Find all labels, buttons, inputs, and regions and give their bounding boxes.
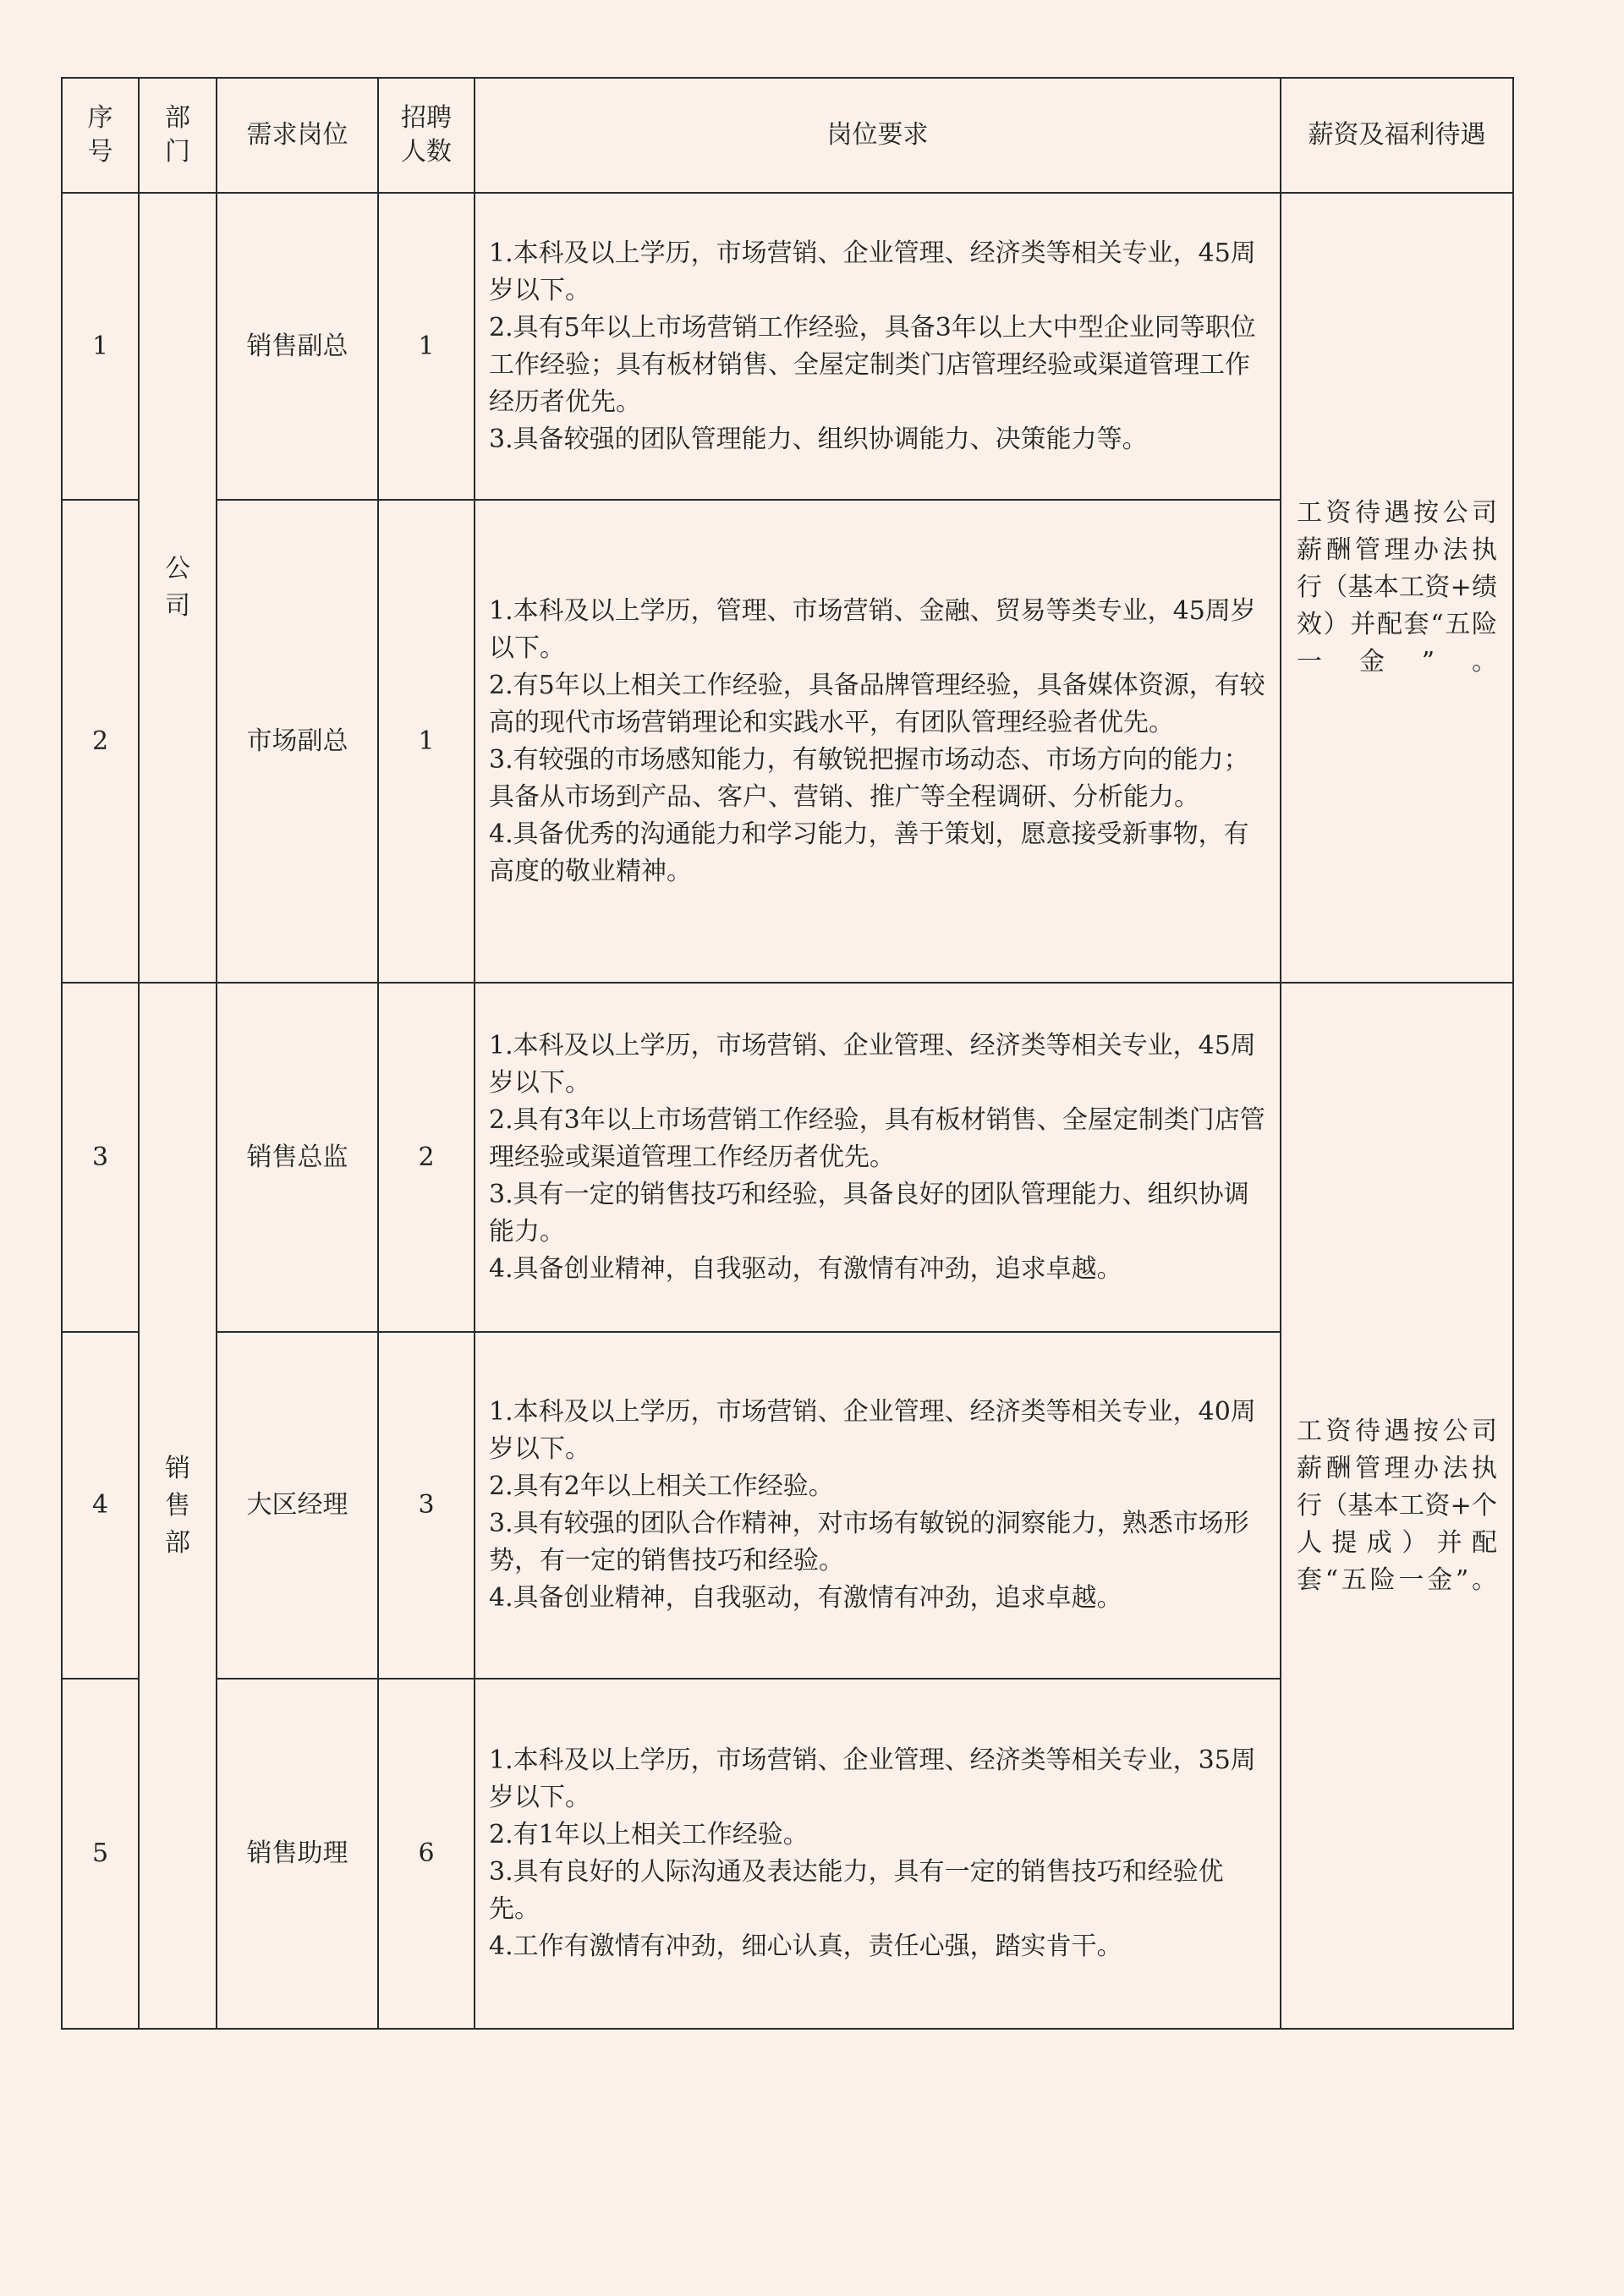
cell-count: 1	[378, 193, 475, 500]
cell-seq: 1	[62, 193, 139, 500]
cell-position: 销售副总	[217, 193, 378, 500]
cell-position: 市场副总	[217, 500, 378, 983]
recruitment-table	[61, 77, 1514, 2030]
header-position: 需求岗位	[217, 78, 378, 193]
cell-seq: 4	[62, 1332, 139, 1679]
cell-requirements: 1.本科及以上学历，市场营销、企业管理、经济类等相关专业，40周岁以下。 2.具有2年以上相关工作经验。 3.具有较强的团队合作精神，对市场有敏锐的洞察能力，熟悉市场形势，有一定的销售技巧和经验。 4.具备创业精神，自我驱动，有激情有冲劲，追求卓越。	[475, 1332, 1281, 1679]
cell-count: 6	[378, 1679, 475, 2029]
cell-seq: 2	[62, 500, 139, 983]
header-salary: 薪资及福利待遇	[1281, 78, 1513, 193]
cell-requirements: 1.本科及以上学历，市场营销、企业管理、经济类等相关专业，45周岁以下。 2.具有5年以上市场营销工作经验，具备3年以上大中型企业同等职位工作经验；具有板材销售、全屋定制类门店管理经验或渠道管理工作经历者优先。 3.具备较强的团队管理能力、组织协调能力、决策能力等。	[475, 193, 1281, 500]
header-count: 招聘 人数	[378, 78, 475, 193]
cell-seq: 5	[62, 1679, 139, 2029]
cell-requirements: 1.本科及以上学历，市场营销、企业管理、经济类等相关专业，45周岁以下。 2.具有3年以上市场营销工作经验，具有板材销售、全屋定制类门店管理经验或渠道管理工作经历者优先。 3.具有一定的销售技巧和经验，具备良好的团队管理能力、组织协调能力。 4.具备创业精神，自我驱动，有激情有冲劲，追求卓越。	[475, 983, 1281, 1332]
cell-position: 销售助理	[217, 1679, 378, 2029]
table-header-row	[62, 78, 1513, 193]
header-dept: 部 门	[139, 78, 217, 193]
table-row	[62, 983, 1513, 1332]
cell-position: 销售总监	[217, 983, 378, 1332]
cell-count: 2	[378, 983, 475, 1332]
cell-dept-sales: 销 售 部	[139, 983, 217, 2029]
cell-position: 大区经理	[217, 1332, 378, 1679]
cell-dept-company: 公 司	[139, 193, 217, 983]
cell-count: 3	[378, 1332, 475, 1679]
cell-salary-sales: 工资待遇按公司薪酬管理办法执行（基本工资+个人提成）并配套“五险一金”。	[1281, 983, 1513, 2029]
header-seq: 序 号	[62, 78, 139, 193]
table-row	[62, 193, 1513, 500]
cell-requirements: 1.本科及以上学历，管理、市场营销、金融、贸易等类专业，45周岁以下。 2.有5年以上相关工作经验，具备品牌管理经验，具备媒体资源，有较高的现代市场营销理论和实践水平，有团队管理经验者优先。 3.有较强的市场感知能力，有敏锐把握市场动态、市场方向的能力；具备从市场到产品、客户、营销、推广等全程调研、分析能力。 4.具备优秀的沟通能力和学习能力，善于策划，愿意接受新事物，有高度的敬业精神。	[475, 500, 1281, 983]
cell-count: 1	[378, 500, 475, 983]
cell-seq: 3	[62, 983, 139, 1332]
header-requirements: 岗位要求	[475, 78, 1281, 193]
cell-requirements: 1.本科及以上学历，市场营销、企业管理、经济类等相关专业，35周岁以下。 2.有1年以上相关工作经验。 3.具有良好的人际沟通及表达能力，具有一定的销售技巧和经验优先。 4.工作有激情有冲劲，细心认真，责任心强，踏实肯干。	[475, 1679, 1281, 2029]
cell-salary-company: 工资待遇按公司薪酬管理办法执行（基本工资+绩效）并配套“五险一金”。	[1281, 193, 1513, 983]
